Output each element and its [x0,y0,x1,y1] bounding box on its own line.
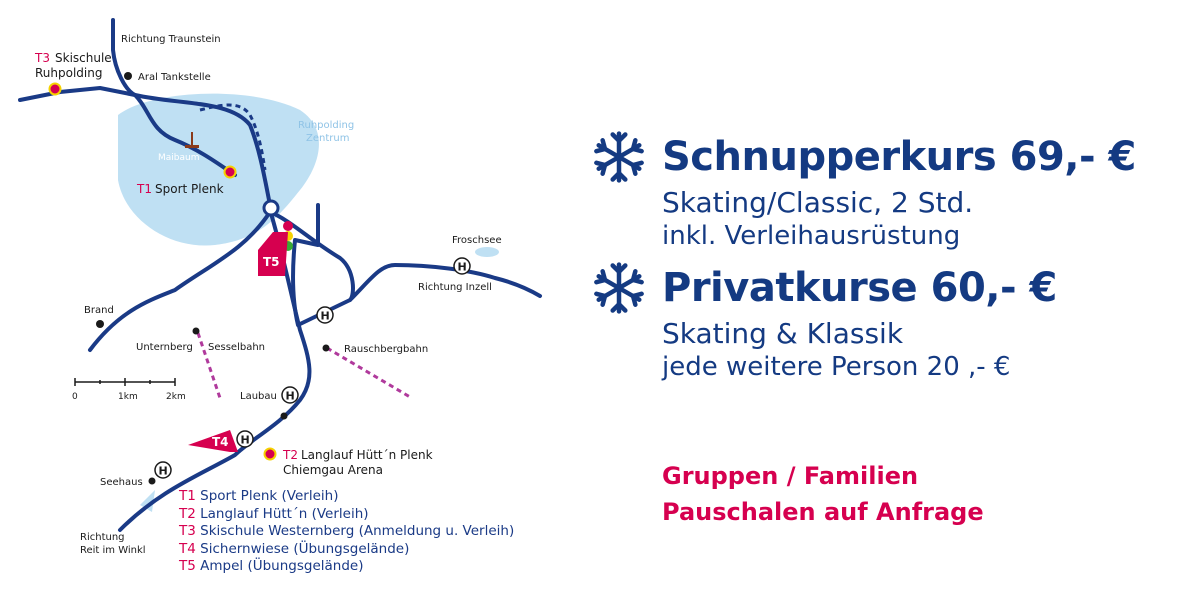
laubau-point [281,413,288,420]
froschsee-lake [475,247,499,257]
rauschbergbahn-line [327,348,410,397]
label-t3-line2: Ruhpolding [35,66,103,80]
note-line2: Pauschalen auf Anfrage [662,498,984,526]
offers [592,130,1192,382]
group-note [662,458,984,530]
offer-subtitle: Skating/Classic, 2 Std. [662,186,974,219]
scale-0: 0 [72,392,78,402]
label-aral: Aral Tankstelle [138,72,211,83]
offer-subtitle: Skating & Klassik [662,317,904,350]
bus-stop-icon [317,307,333,323]
label-ruhpolding-zentrum-1: Ruhpolding [298,120,355,131]
svg-text:H: H [457,260,467,274]
t2-location-marker [265,449,276,460]
bus-stop-icon [454,258,470,274]
label-froschsee: Froschsee [452,235,502,246]
label-ruhpolding-zentrum-2: Zentrum [306,133,350,144]
offer-detail: inkl. Verleihausrüstung [662,221,961,251]
bus-stop-icon [237,431,253,447]
offer-schnupperkurs [592,130,1192,251]
t5-marker [258,232,288,276]
snowflake-icon [592,130,646,184]
map-legend [179,488,514,576]
road-traunstein [113,20,135,95]
rauschberg-point [323,345,330,352]
bus-stop-icon [282,387,298,403]
label-rauschbergbahn: Rauschbergbahn [344,344,429,355]
legend-item: T3 Skischule Westernberg (Anmeldung u. Verleih) [179,523,515,539]
svg-text:H: H [240,433,250,447]
scale-bar [75,378,175,386]
label-t3-line1: Skischule [55,51,112,65]
label-maibaum: Maibaum [158,153,200,163]
label-t2-code: T2 [283,448,298,462]
label-laubau: Laubau [240,391,277,402]
t5-marker-label: T5 [263,255,280,269]
offer-privatkurse [592,261,1192,382]
label-t2-line1: Langlauf Hütt´n Plenk [301,448,433,462]
svg-text:H: H [320,309,330,323]
bus-stop-icon [155,462,171,478]
offer-title: Schnupperkurs 69,- € [662,134,1136,180]
aral-point [124,72,132,80]
label-t1-name: Sport Plenk [155,182,224,196]
snowflake-icon [592,261,646,315]
label-brand: Brand [84,305,114,316]
scale-2: 2km [166,392,186,402]
label-richtung-reit-1: Richtung [80,532,125,543]
legend-item: T4 Sichernwiese (Übungsgelände) [179,540,410,557]
label-unternberg: Unternberg [136,342,193,353]
t4-marker-label: T4 [212,435,229,449]
label-sesselbahn: Sesselbahn [208,342,266,353]
label-richtung-reit-2: Reit im Winkl [80,545,146,556]
legend-item: T5 Ampel (Übungsgelände) [179,558,364,574]
offer-title: Privatkurse 60,- € [662,265,1057,311]
label-t2-line2: Chiemgau Arena [283,463,384,477]
note-line1: Gruppen / Familien [662,462,919,490]
label-richtung-inzell: Richtung Inzell [418,282,492,293]
road-inzell [270,212,540,300]
scale-1: 1km [118,392,138,402]
svg-text:H: H [285,389,295,403]
roundabout [264,201,278,215]
label-t1-code: T1 [137,182,152,196]
unternberg-point [193,328,200,335]
t1-location-marker [225,167,236,178]
brand-point [96,320,104,328]
seehaus-point [149,478,156,485]
label-richtung-traunstein: Richtung Traunstein [121,34,221,45]
offer-detail: jede weitere Person 20 ,- € [662,352,1011,382]
label-seehaus: Seehaus [100,477,143,488]
legend-item: T2 Langlauf Hütt´n (Verleih) [179,505,369,522]
t3-location-marker [50,84,61,95]
legend-item: T1 Sport Plenk (Verleih) [179,488,339,504]
svg-text:H: H [158,464,168,478]
label-t3-code: T3 [35,51,50,65]
